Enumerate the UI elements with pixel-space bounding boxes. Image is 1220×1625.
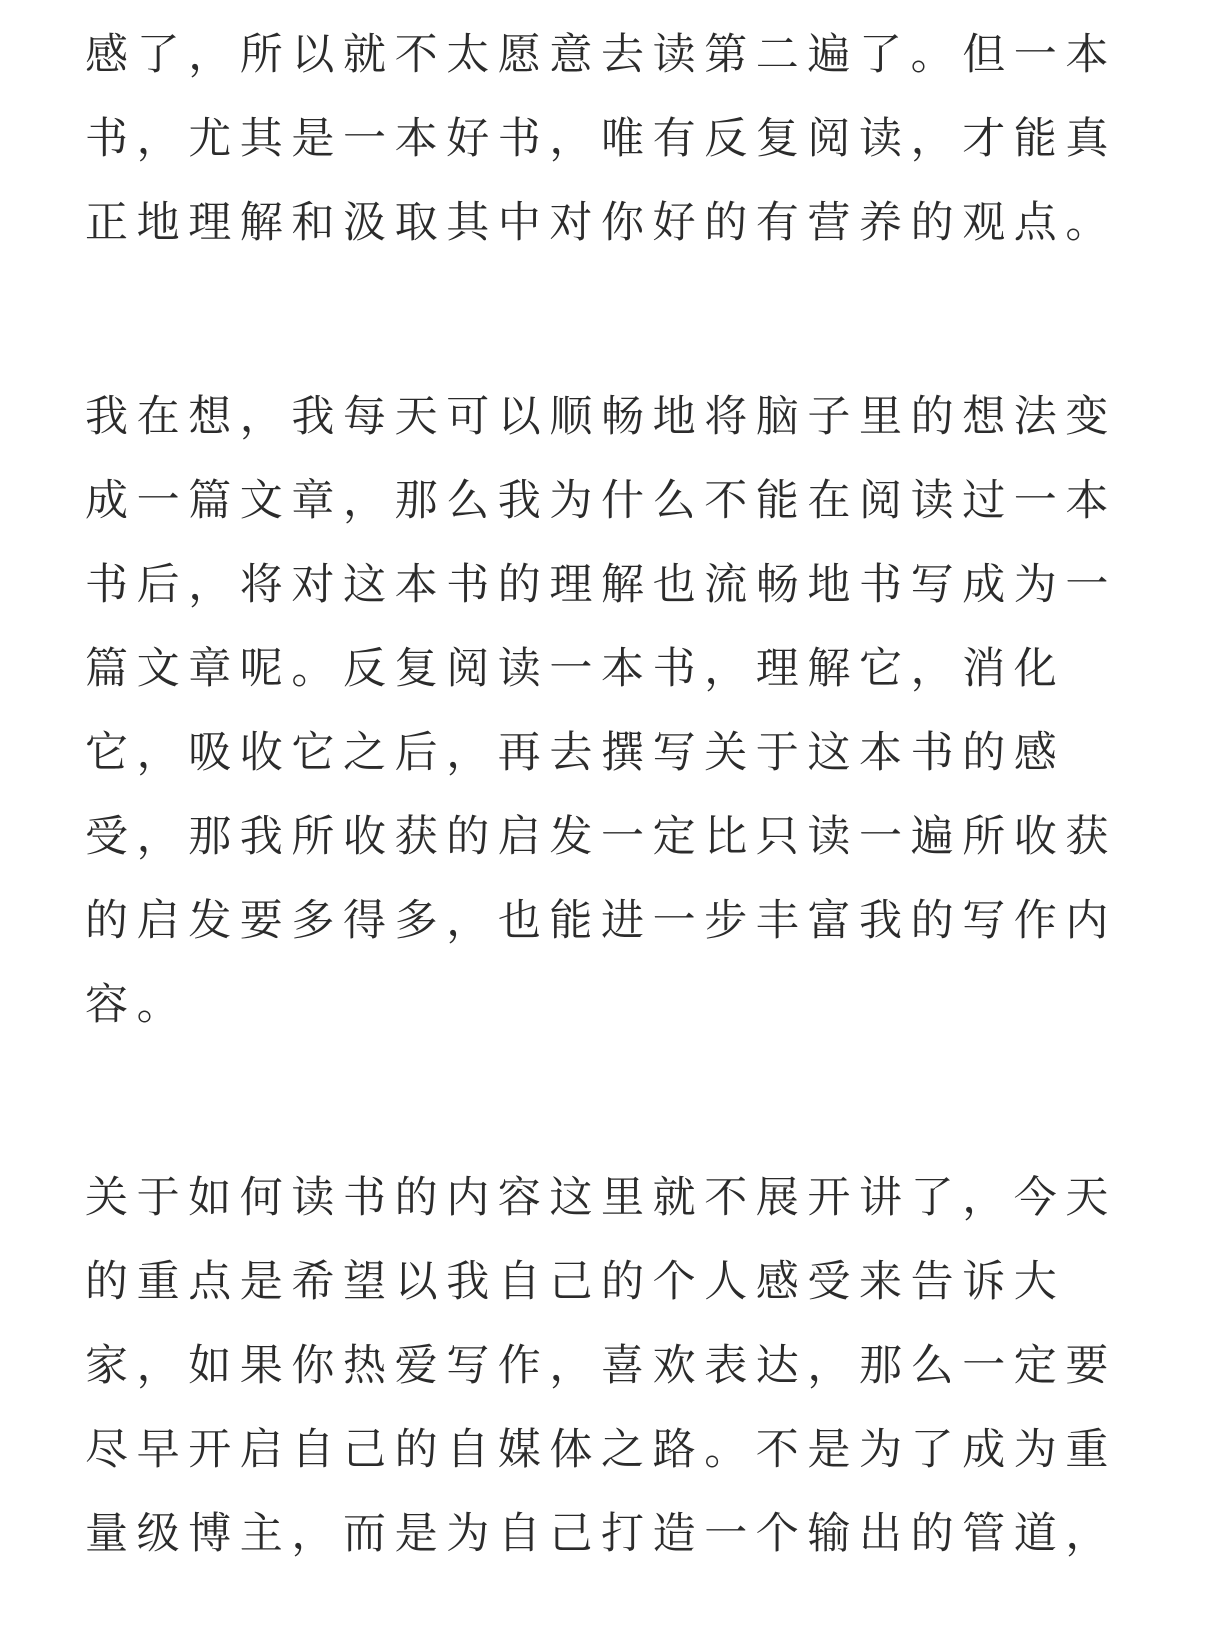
paragraph-rereading-books xyxy=(85,13,1117,265)
text-line: 成一篇文章，那么我为什么不能在阅读过一本 xyxy=(85,476,1117,526)
text-line: 它，吸收它之后，再去撰写关于这本书的感 xyxy=(85,728,1066,778)
paragraph-self-media xyxy=(85,1156,1117,1576)
text-line: 的重点是希望以我自己的个人感受来告诉大 xyxy=(85,1257,1066,1307)
text-line: 我在想，我每天可以顺畅地将脑子里的想法变 xyxy=(85,392,1117,442)
text-line: 书后，将对这本书的理解也流畅地书写成为一 xyxy=(85,560,1117,610)
paragraph-writing-about-books xyxy=(85,375,1117,1047)
text-line: 关于如何读书的内容这里就不展开讲了，今天 xyxy=(85,1173,1117,1223)
text-line: 受，那我所收获的启发一定比只读一遍所收获 xyxy=(85,812,1117,862)
text-line: 家，如果你热爱写作，喜欢表达，那么一定要 xyxy=(85,1341,1117,1391)
text-line: 感了，所以就不太愿意去读第二遍了。但一本 xyxy=(85,30,1117,80)
text-line: 尽早开启自己的自媒体之路。不是为了成为重 xyxy=(85,1425,1117,1475)
text-line: 书，尤其是一本好书，唯有反复阅读，才能真 xyxy=(85,114,1117,164)
text-line: 容。 xyxy=(85,980,189,1030)
text-line: 的启发要多得多，也能进一步丰富我的写作内 xyxy=(85,896,1117,946)
text-line: 正地理解和汲取其中对你好的有营养的观点。 xyxy=(85,198,1117,248)
text-line: 量级博主，而是为自己打造一个输出的管道， xyxy=(85,1509,1117,1559)
text-line: 篇文章呢。反复阅读一本书，理解它，消化 xyxy=(85,644,1066,694)
